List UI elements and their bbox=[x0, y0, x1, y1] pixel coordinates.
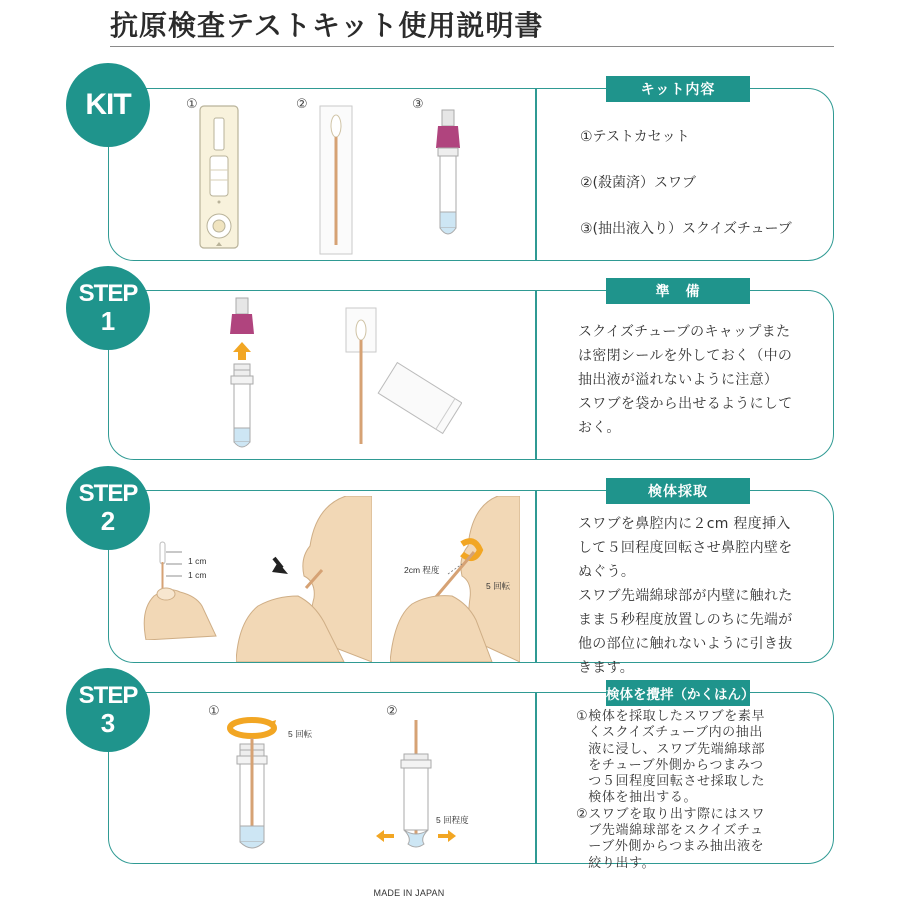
step2-instructions bbox=[578, 512, 818, 680]
step3-line: つ５回程度回転させ採取した bbox=[588, 774, 766, 790]
step2-line: ぬぐう。 bbox=[578, 564, 636, 580]
step3-item-mark: ① bbox=[576, 709, 589, 724]
step3-line: 液に浸し、スワブ先端綿球部 bbox=[588, 741, 766, 757]
test-cassette-icon bbox=[196, 104, 242, 252]
squeeze-tube-icon bbox=[428, 108, 468, 244]
step1-line: 抽出液が溢れないように注意） bbox=[578, 372, 779, 388]
panel-divider bbox=[535, 89, 537, 260]
step3-instructions bbox=[576, 709, 828, 872]
step3-item-1 bbox=[576, 709, 828, 807]
kit-item-2: ②(殺菌済）スワブ bbox=[580, 175, 697, 191]
label-1cm-upper: 1 cm bbox=[188, 556, 207, 566]
step1-line: おく。 bbox=[578, 420, 621, 436]
nasal-swab-rotation-illustration bbox=[390, 496, 520, 662]
step1-badge bbox=[66, 266, 150, 350]
measure-marker-icon bbox=[164, 550, 184, 580]
step3-line: スワブを取り出す際にはスワ bbox=[588, 806, 766, 822]
kit-item-num-1: ① bbox=[186, 97, 198, 112]
kit-contents-tag: キット内容 bbox=[606, 76, 750, 102]
step2-line: まま５秒程度放置しのちに先端が bbox=[578, 612, 793, 628]
step2-line: きます。 bbox=[578, 660, 635, 676]
kit-badge bbox=[66, 63, 150, 147]
step2-line: 他の部位に触れないように引き抜 bbox=[578, 636, 793, 652]
squeeze-tube-extraction-illustration bbox=[374, 718, 458, 856]
step3-line: 検体を採取したスワブを素早 bbox=[588, 709, 766, 724]
page-title: 抗原検査テストキット使用説明書 bbox=[110, 9, 544, 42]
step3-label-5-rotations: 5 回転 bbox=[288, 729, 313, 739]
panel-divider bbox=[535, 491, 537, 662]
step3-line: くスクイズチューブ内の抽出 bbox=[588, 725, 763, 741]
tube-cap-removal-icon bbox=[222, 296, 262, 454]
footer-made-in-japan: MADE IN JAPAN bbox=[373, 888, 445, 898]
step1-badge-label: STEP bbox=[78, 280, 138, 307]
title-rule bbox=[110, 46, 834, 47]
step2-badge bbox=[66, 466, 150, 550]
step1-line: は密閉シールを外しておく（中の bbox=[578, 348, 793, 364]
kit-badge-label: KIT bbox=[85, 88, 131, 121]
step2-line: スワブを鼻腔内に２cm 程度挿入 bbox=[578, 516, 791, 532]
step3-item-mark: ② bbox=[576, 806, 589, 822]
step3-line: をチューブ外側からつまみつ bbox=[588, 757, 764, 773]
step3-num-1: ① bbox=[208, 704, 220, 719]
kit-contents-list bbox=[580, 128, 792, 266]
kit-item-num-2: ② bbox=[296, 97, 308, 112]
step3-line: ブ先端綿球部をスクイズチュ bbox=[588, 823, 764, 839]
step1-instructions bbox=[578, 320, 818, 440]
panel-divider bbox=[535, 693, 537, 863]
step3-badge-label: STEP bbox=[78, 682, 138, 709]
step3-item-2 bbox=[576, 807, 828, 872]
panel-divider bbox=[535, 291, 537, 459]
step1-tag: 準 備 bbox=[606, 278, 750, 304]
label-1cm-lower: 1 cm bbox=[188, 570, 207, 580]
label-2cm: 2cm 程度 bbox=[404, 565, 440, 575]
step3-num-2: ② bbox=[386, 704, 398, 719]
step1-badge-number: 1 bbox=[100, 306, 116, 336]
step1-line: スクイズチューブのキャップまた bbox=[578, 324, 791, 340]
step3-line: 絞り出す。 bbox=[588, 855, 656, 871]
step2-tag: 検体採取 bbox=[606, 478, 750, 504]
step2-line: スワブ先端綿球部が内壁に触れた bbox=[578, 588, 793, 604]
step1-line: スワブを袋から出せるようにして bbox=[578, 396, 793, 412]
step3-badge-number: 3 bbox=[100, 708, 116, 738]
step3-badge bbox=[66, 668, 150, 752]
kit-item-num-3: ③ bbox=[412, 97, 424, 112]
step3-tag: 検体を攪拌（かくはん） bbox=[606, 680, 750, 706]
label-5-rotations: 5 回転 bbox=[486, 581, 511, 591]
swab-in-tube-rotation-illustration bbox=[222, 708, 282, 856]
swab-out-of-package-icon bbox=[342, 306, 462, 446]
step2-badge-number: 2 bbox=[100, 506, 116, 536]
swab-package-icon bbox=[318, 104, 354, 256]
step3-line: 検体を抽出する。 bbox=[588, 790, 698, 806]
step3-line: ーブ外側からつまみ抽出液を bbox=[588, 839, 765, 855]
kit-item-1: ①テストカセット bbox=[580, 129, 690, 145]
kit-item-3: ③(抽出液入り）スクイズチューブ bbox=[580, 221, 792, 237]
step3-label-5-times: 5 回程度 bbox=[436, 815, 469, 825]
step2-badge-label: STEP bbox=[78, 480, 138, 507]
step2-line: して５回程度回転させ鼻腔内壁を bbox=[578, 540, 793, 556]
nasal-swab-insertion-illustration bbox=[236, 496, 372, 662]
